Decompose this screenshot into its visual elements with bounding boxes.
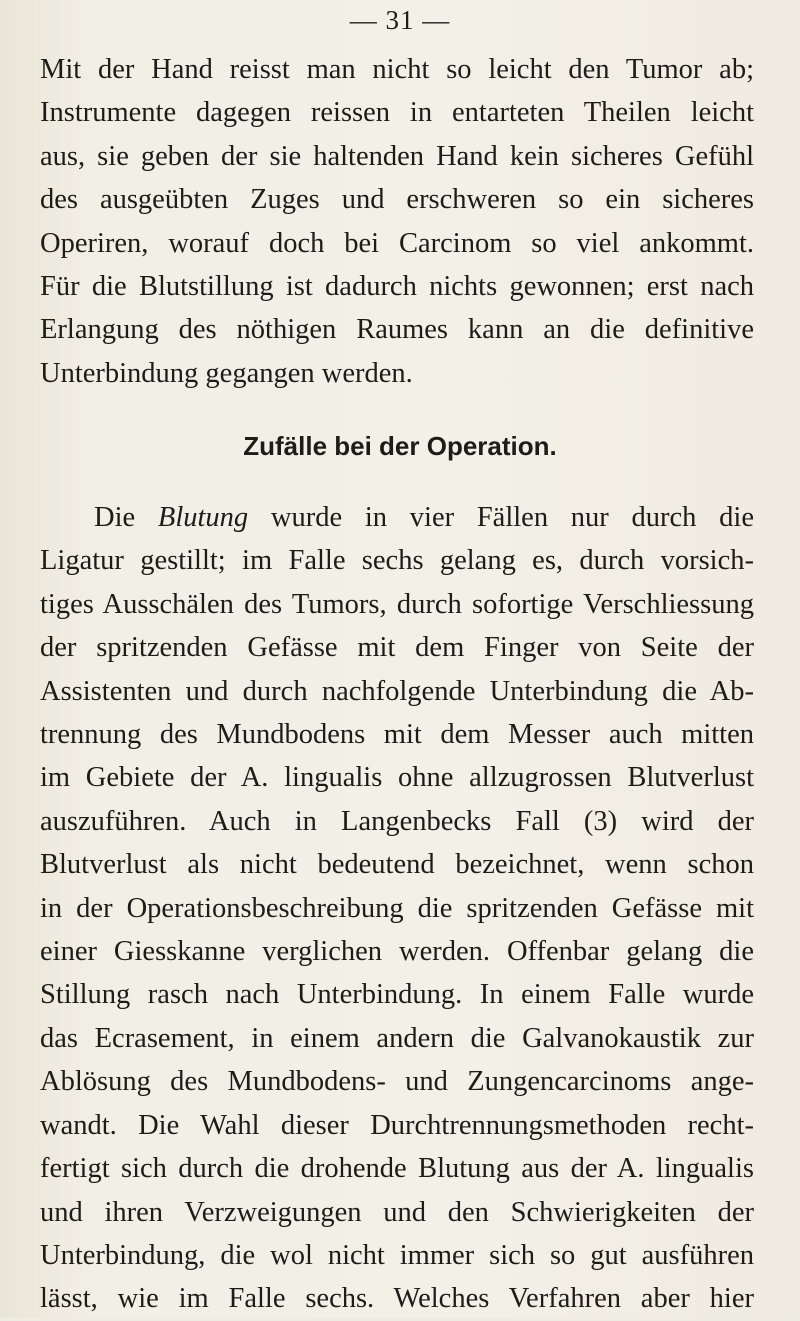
text-line: Instrumente dagegen reissen in entarteten Theilen leicht <box>40 97 754 129</box>
text-line: lässt, wie im Falle sechs. Welches Verfahren aber hier <box>40 1283 754 1315</box>
text-line: Mit der Hand reisst man nicht so leicht den Tumor ab; <box>40 54 754 85</box>
text-line: auszuführen. Auch in Langenbecks Fall (3) wird der <box>40 805 754 837</box>
text-line: der spritzenden Gefässe mit dem Finger von Seite der <box>40 632 754 664</box>
text-line-first <box>40 496 754 539</box>
text-line: und ihren Verzweigungen und den Schwierigkeiten der <box>40 1196 754 1228</box>
section-heading: Zufälle bei der Operation. <box>243 431 557 461</box>
paragraph-2 <box>40 496 754 1321</box>
text-line: tiges Ausschälen des Tumors, durch sofortige Verschliessung <box>40 588 754 620</box>
text-line: fertigt sich durch die drohende Blutung aus der A. lingualis <box>40 1153 754 1185</box>
text-line: Assistenten und durch nachfolgende Unterbindung die Ab- <box>40 675 754 707</box>
page-number: — 31 — <box>349 5 451 35</box>
text-line: Blutverlust als nicht bedeutend bezeichnet, wenn schon <box>40 849 754 881</box>
text-line: trennung des Mundbodens mit dem Messer auch mitten <box>40 719 754 751</box>
emphasis-word: Blutung <box>157 502 249 533</box>
text-line: Operiren, worauf doch bei Carcinom so viel ankommt. <box>40 227 754 259</box>
text-line: des ausgeübten Zuges und erschweren so ein sicheres <box>40 184 754 216</box>
text-fragment: Die <box>94 502 158 533</box>
text-line: Ablösung des Mundbodens- und Zungencarcinoms ange- <box>40 1066 754 1098</box>
text-line: in der Operationsbeschreibung die spritzenden Gefässe mit <box>40 892 754 924</box>
text-fragment: wurde in vier Fällen nur durch die <box>248 502 754 533</box>
text-line: das Ecrasement, in einem andern die Galvanokaustik zur <box>40 1022 754 1054</box>
text-line: Stillung rasch nach Unterbindung. In einem Falle wurde <box>40 979 754 1011</box>
text-line: im Gebiete der A. lingualis ohne allzugrossen Blutverlust <box>40 762 754 794</box>
text-line: aus, sie geben der sie haltenden Hand kein sicheres Gefühl <box>40 140 754 172</box>
text-line: Für die Blutstillung ist dadurch nichts gewonnen; erst nach <box>40 271 754 303</box>
text-line: Unterbindung gegangen werden. <box>40 357 413 389</box>
text-line: Unterbindung, die wol nicht immer sich so gut ausführen <box>40 1239 754 1271</box>
text-line: Erlangung des nöthigen Raumes kann an die definitive <box>40 314 754 346</box>
text-line: einer Giesskanne verglichen werden. Offenbar gelang die <box>40 936 754 968</box>
text-line: Ligatur gestillt; im Falle sechs gelang es, durch vorsich- <box>40 545 754 577</box>
text-line: wandt. Die Wahl dieser Durchtrennungsmethoden recht- <box>40 1109 754 1141</box>
paragraph-1 <box>40 48 754 395</box>
